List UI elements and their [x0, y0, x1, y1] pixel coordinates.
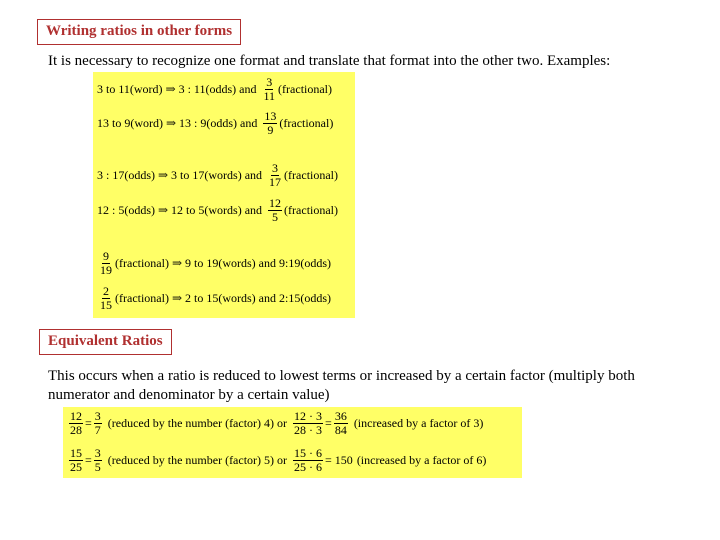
denominator: 15 [100, 298, 112, 312]
example-text: (fractional) [278, 82, 333, 96]
fraction [69, 410, 83, 437]
equivalent-row [67, 447, 486, 474]
fraction [293, 410, 323, 437]
fraction [263, 110, 277, 137]
example-row [97, 162, 338, 189]
denominator: 84 [334, 423, 347, 437]
example-text: (fractional) [284, 168, 339, 182]
fraction [334, 410, 348, 437]
numerator: 3 [272, 161, 279, 175]
fraction [262, 76, 276, 103]
example-text: (fractional) [284, 203, 339, 217]
denominator: 5 [94, 460, 101, 474]
fraction [268, 162, 282, 189]
example-row [97, 76, 332, 103]
numerator: 3 [94, 409, 101, 423]
equals-sign: = [85, 453, 92, 467]
examples-box [93, 72, 355, 318]
denominator: 19 [100, 263, 112, 277]
numerator: 12 [269, 196, 282, 210]
example-text: 3 : 17(odds) ⇒ 3 to 17(words) and [97, 168, 263, 182]
example-row [97, 250, 331, 277]
example-text: (fractional) [279, 116, 334, 130]
example-text: 12 : 5(odds) ⇒ 12 to 5(words) and [97, 203, 263, 217]
denominator: 9 [267, 123, 274, 137]
fraction [69, 447, 83, 474]
row-text: (increased by a factor of 6) [356, 453, 487, 467]
section-heading-writing-ratios: Writing ratios in other forms [37, 19, 241, 45]
example-row [97, 110, 333, 137]
denominator: 17 [269, 175, 282, 189]
equals-sign: = 150 [325, 453, 353, 467]
equivalent-intro-line2: numerator and denominator by a certain value) [48, 387, 330, 403]
row-text: (reduced by the number (factor) 5) or [107, 453, 288, 467]
example-text: 13 to 9(word) ⇒ 13 : 9(odds) and [97, 116, 258, 130]
intro-paragraph: It is necessary to recognize one format and translate that format into the other two. Examples: [48, 53, 611, 69]
row-text: (reduced by the number (factor) 4) or [107, 416, 288, 430]
example-row [97, 197, 338, 224]
numerator: 12 · 3 [294, 409, 323, 423]
fraction [293, 447, 323, 474]
denominator: 28 · 3 [294, 423, 323, 437]
denominator: 5 [272, 210, 279, 224]
equivalents-box [63, 407, 522, 478]
denominator: 25 [70, 460, 82, 474]
denominator: 25 · 6 [294, 460, 323, 474]
example-text: (fractional) ⇒ 2 to 15(words) and 2:15(odds) [115, 291, 331, 305]
fraction [99, 285, 113, 312]
denominator: 7 [94, 423, 101, 437]
denominator: 11 [263, 89, 276, 103]
numerator: 3 [266, 75, 273, 89]
numerator: 12 [70, 409, 82, 423]
numerator: 9 [103, 249, 109, 263]
example-row [97, 285, 331, 312]
numerator: 2 [103, 284, 109, 298]
fraction [99, 250, 113, 277]
numerator: 36 [334, 409, 347, 423]
fraction [268, 197, 282, 224]
row-text: (increased by a factor of 3) [353, 416, 484, 430]
equivalent-intro-line1: This occurs when a ratio is reduced to lowest terms or increased by a certain factor (multiply both [48, 368, 635, 384]
numerator: 15 [70, 446, 82, 460]
numerator: 3 [94, 446, 101, 460]
fraction [94, 410, 102, 437]
example-text: (fractional) ⇒ 9 to 19(words) and 9:19(odds) [115, 256, 331, 270]
example-text: 3 to 11(word) ⇒ 3 : 11(odds) and [97, 82, 257, 96]
equals-sign: = [325, 416, 332, 430]
fraction [94, 447, 102, 474]
numerator: 13 [264, 109, 277, 123]
numerator: 15 · 6 [294, 446, 323, 460]
equivalent-row [67, 410, 483, 437]
equals-sign: = [85, 416, 92, 430]
denominator: 28 [70, 423, 82, 437]
section-heading-equivalent-ratios: Equivalent Ratios [39, 329, 172, 355]
